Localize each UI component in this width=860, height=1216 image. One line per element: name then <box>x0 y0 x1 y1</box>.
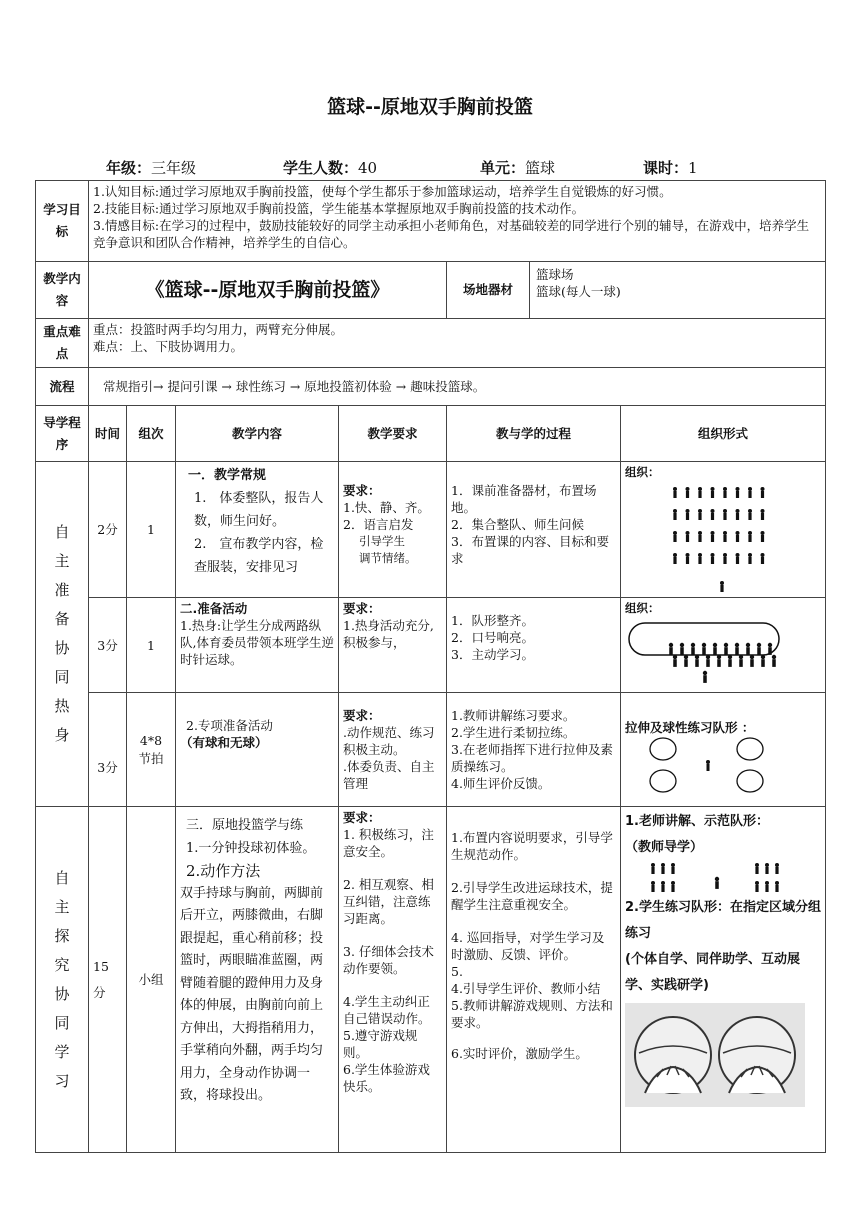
p1r2-requirements: 要求： 1.热身活动充分,积极参与， <box>339 598 447 693</box>
phase2-name: 自主探究 协同学习 <box>36 807 89 1153</box>
student-figure <box>711 487 715 498</box>
student-figure <box>723 553 727 564</box>
keypoints-label: 重点难点 <box>36 319 89 368</box>
student-figure <box>750 655 754 667</box>
p1r3-time: 3分 <box>89 693 127 807</box>
p1r1-organization: 组织： <box>621 462 826 598</box>
student-figure <box>761 487 765 498</box>
student-figure <box>761 509 765 520</box>
flow-label: 流程 <box>36 368 89 406</box>
header-time: 时间 <box>89 406 127 462</box>
student-figure <box>761 655 765 667</box>
student-figure <box>765 881 769 892</box>
student-figure <box>698 509 702 520</box>
p2-process: 1.布置内容说明要求，引导学生规范动作。 2.引导学生改进运球技术，提醒学生注意重视安全。 4. 巡回指导，对学生学习及时激励、反馈、评价。 5. 4.引导学生评价、教师小结 5.教师讲解游戏规则、方法和要求。 6.实时评价，激励学生。 <box>447 807 621 1153</box>
student-figure <box>673 655 677 667</box>
phase1-name: 自主准备 协同热身 <box>36 462 89 807</box>
p1r1-time: 2分 <box>89 462 127 598</box>
student-figure <box>775 863 779 874</box>
student-figure <box>761 531 765 542</box>
student-figure <box>765 863 769 874</box>
student-figure <box>661 881 665 892</box>
header-program: 导学程序 <box>36 406 89 462</box>
p1r3-content: 2.专项准备活动 （有球和无球） <box>176 693 339 807</box>
venue-text: 篮球场 篮球(每人一球) <box>536 267 621 299</box>
student-figure <box>651 881 655 892</box>
student-figure <box>691 643 695 655</box>
student-figure <box>673 509 677 520</box>
p1r3-group: 4*8节拍 <box>127 693 176 807</box>
student-figure <box>724 643 728 655</box>
p2-content: 三．原地投篮学与练 1.一分钟投球初体验。 2.动作方法 双手持球与胸前，两脚前后开立，两膝微曲，右脚跟提起，重心稍前移；投篮时，两眼瞄准蓝圈，两臂随着腿的蹬伸用力及身体的伸展，由胸前向前上方伸出，大拇指稍用力，手掌稍向外翻，两手均匀用力，全身动作协调一致，将球投出。 <box>176 807 339 1153</box>
student-figure <box>698 487 702 498</box>
venue-label: 场地器材 <box>447 262 530 318</box>
keypoints-text: 重点：投篮时两手均匀用力，两臂充分伸展。 难点：上、下肢协调用力。 <box>89 319 826 368</box>
student-figure <box>671 881 675 892</box>
p1r2-time: 3分 <box>89 598 127 693</box>
student-figure <box>735 643 739 655</box>
student-figure <box>661 863 665 874</box>
p2-time: 15分 <box>89 807 127 1153</box>
p2-organization: 1.老师讲解、示范队形： （教师导学） 2.学生练习队形：在指定区域分组练习 (个体自学、同伴助学、互动展学、实践研学) <box>621 807 826 1153</box>
student-figure <box>717 655 721 667</box>
student-figure <box>757 643 761 655</box>
student-figure <box>748 553 752 564</box>
objectives-text: 1.认知目标:通过学习原地双手胸前投篮，使每个学生都乐于参加篮球运动，培养学生自觉锻炼的好习惯。 2.技能目标:通过学习原地双手胸前投篮，学生能基本掌握原地双手胸前投篮的技术动作。 3.情感目标:在学习的过程中，鼓励技能较好的同学主动承担小老师角色，对基础较差的同学进行个别的辅导，在游戏中，培养学生竞争意识和团队合作精神，培养学生的自信心。 <box>89 181 826 262</box>
student-figure <box>755 863 759 874</box>
student-figure <box>671 863 675 874</box>
meta-students: 学生人数：40 <box>283 159 378 177</box>
chest-pass-illustration <box>625 1003 805 1107</box>
student-figure <box>673 531 677 542</box>
p1r1-process: 1．课前准备器材，布置场地。 2．集合整队、师生问候 3．布置课的内容、目标和要求 <box>447 462 621 598</box>
student-figure <box>713 643 717 655</box>
student-figure <box>698 531 702 542</box>
student-figure <box>711 509 715 520</box>
student-figure <box>772 655 776 667</box>
student-figure <box>703 671 707 683</box>
p2-requirements: 要求： 1. 积极练习，注意安全。 2. 相互观察、相互纠错，注意练习距离。 3. 仔细体会技术动作要领。 4.学生主动纠正自己错误动作。 5.遵守游戏规则。 6.学生体验游戏快乐。 <box>339 807 447 1153</box>
student-figure <box>736 509 740 520</box>
student-figure <box>686 531 690 542</box>
p1r1-requirements: 要求： 1.快、静、齐。 2．语言启发 引导学生 调节情绪。 <box>339 462 447 598</box>
p2-group: 小组 <box>127 807 176 1153</box>
student-figure <box>739 655 743 667</box>
student-figure <box>680 643 684 655</box>
student-figure <box>711 531 715 542</box>
student-figure <box>684 655 688 667</box>
student-figure <box>673 553 677 564</box>
student-figure <box>715 877 719 889</box>
header-organization: 组织形式 <box>621 406 826 462</box>
formation-diagram-2 <box>625 617 821 687</box>
student-figure <box>746 643 750 655</box>
student-figure <box>755 881 759 892</box>
student-figure <box>706 655 710 667</box>
student-figure <box>775 881 779 892</box>
p1r3-process: 1.教师讲解练习要求。 2.学生进行柔韧拉练。 3.在老师指挥下进行拉伸及素质操练习。 4.师生评价反馈。 <box>447 693 621 807</box>
student-figure <box>748 487 752 498</box>
page-title: 篮球--原地双手胸前投篮 <box>327 96 533 118</box>
p1r1-content: 一．教学常规 1. 体委整队，报告人数，师生问好。 2. 宣布教学内容，检查服装，安排见习 <box>176 462 339 598</box>
meta-unit: 单元：篮球 <box>480 159 556 177</box>
header-requirements: 教学要求 <box>339 406 447 462</box>
lesson-plan-table <box>35 180 826 1153</box>
student-figure <box>723 531 727 542</box>
student-figure <box>686 509 690 520</box>
p1r1-group: 1 <box>127 462 176 598</box>
objectives-label: 学习目标 <box>36 181 89 262</box>
student-figure <box>736 487 740 498</box>
content-label: 教学内容 <box>36 262 89 319</box>
p1r3-organization: 拉伸及球性练习队形 ： <box>621 693 826 807</box>
meta-lesson: 课时：1 <box>643 159 698 177</box>
flow-text: 常规指引→ 提问引课 → 球性练习 → 原地投篮初体验 → 趣味投篮球。 <box>89 368 826 406</box>
student-figure <box>698 553 702 564</box>
student-figure <box>768 643 772 655</box>
meta-grade: 年级：三年级 <box>106 159 197 177</box>
formation-diagram-4 <box>625 861 821 895</box>
header-group: 组次 <box>127 406 176 462</box>
student-figure <box>761 553 765 564</box>
p1r3-requirements: 要求： .动作规范、练习积极主动。 .体委负责、自主管理 <box>339 693 447 807</box>
header-process: 教与学的过程 <box>447 406 621 462</box>
student-figure <box>669 643 673 655</box>
p1r2-organization: 组织： <box>621 598 826 693</box>
student-figure <box>736 553 740 564</box>
student-figure <box>686 553 690 564</box>
student-figure <box>695 655 699 667</box>
student-figure <box>702 643 706 655</box>
student-figure <box>723 487 727 498</box>
content-title: 《篮球--原地双手胸前投篮》 <box>89 262 447 319</box>
student-figure <box>748 531 752 542</box>
formation-diagram-3 <box>625 736 821 800</box>
student-figure <box>711 553 715 564</box>
formation-diagram-1 <box>625 481 821 593</box>
p1r2-group: 1 <box>127 598 176 693</box>
student-figure <box>723 509 727 520</box>
student-figure <box>728 655 732 667</box>
p1r2-process: 1．队形整齐。 2．口号响亮。 3．主动学习。 <box>447 598 621 693</box>
student-figure <box>651 863 655 874</box>
student-figure <box>673 487 677 498</box>
student-figure <box>736 531 740 542</box>
header-content: 教学内容 <box>176 406 339 462</box>
student-figure <box>720 581 724 592</box>
student-figure <box>686 487 690 498</box>
p1r2-content: 二.准备活动 1.热身:让学生分成两路纵队,体育委员带领本班学生逆时针运球。 <box>176 598 339 693</box>
student-figure <box>748 509 752 520</box>
